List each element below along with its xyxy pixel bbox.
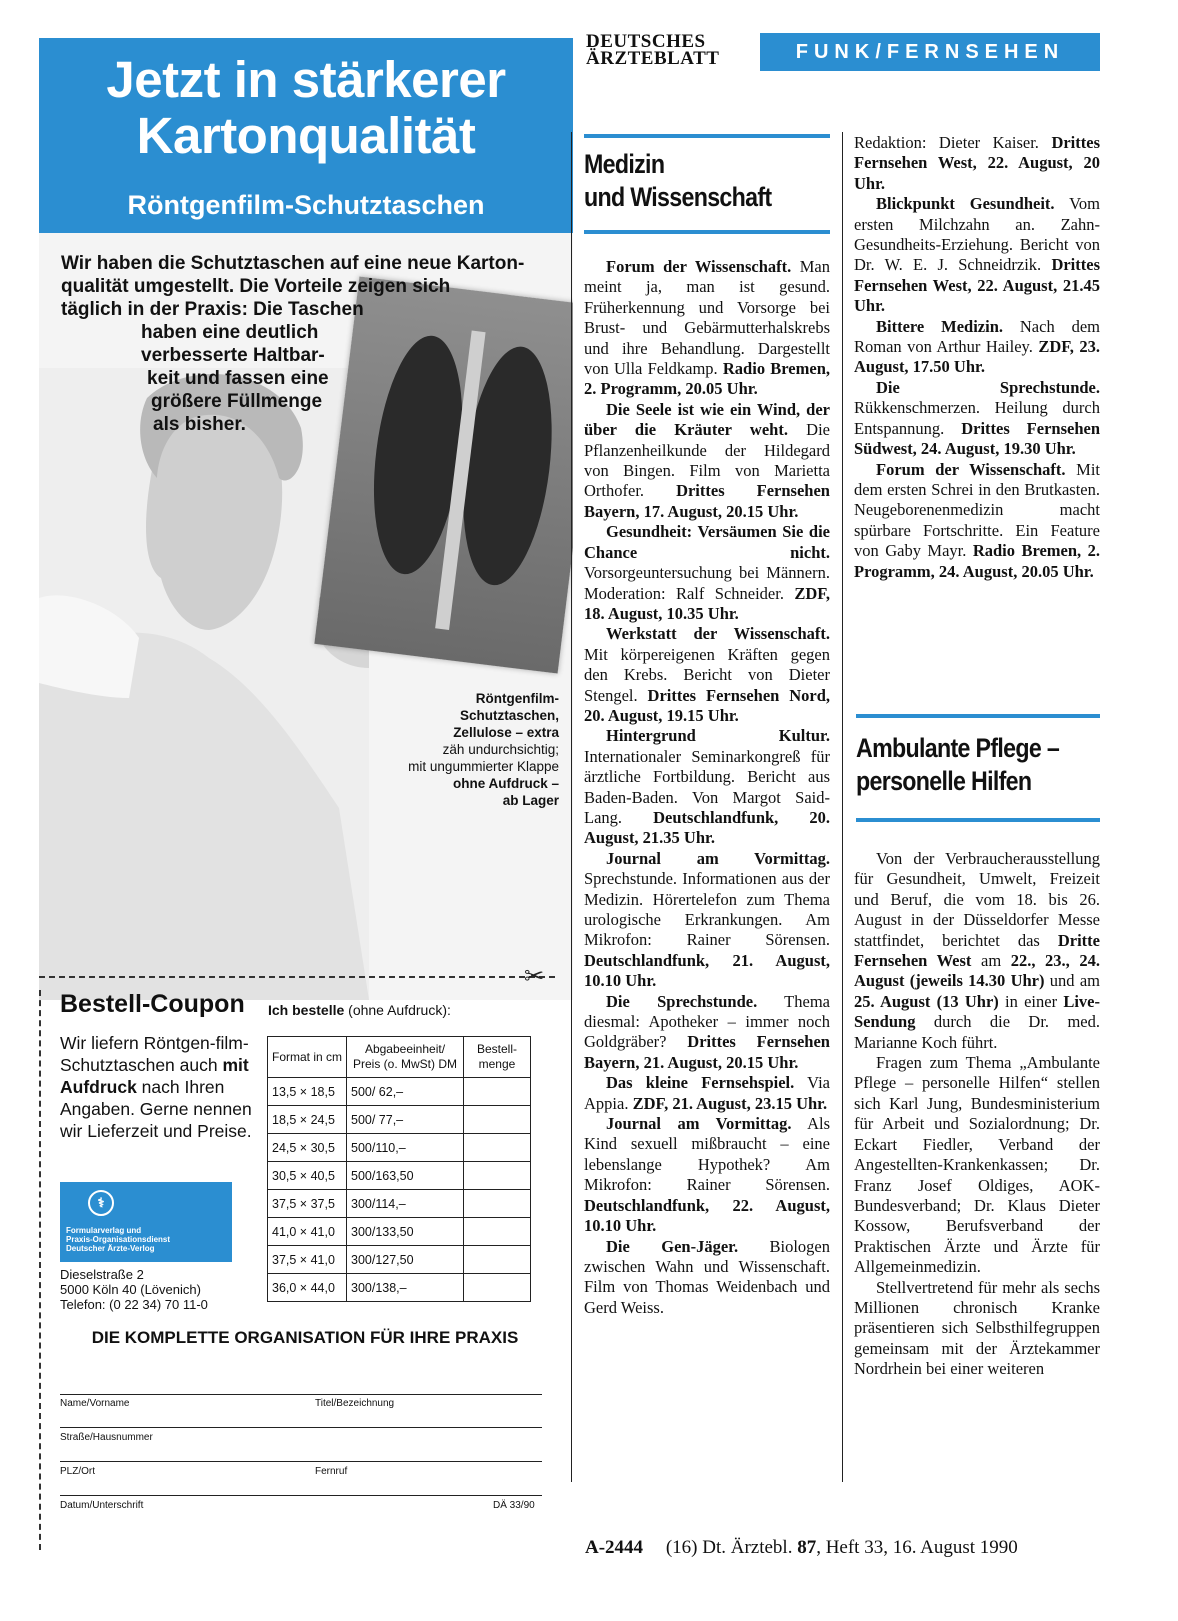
article-paragraph: Stellvertretend für mehr als sechs Millionen chronisch Kranke präsentieren sich Selbsthilfegruppen gemeinsam mit der Ärztekammer Nordrhein bei einer weiteren xyxy=(854,1277,1100,1379)
logo-text xyxy=(66,1226,226,1253)
text-run-bold: Dritte Fernsehen West xyxy=(854,930,1100,971)
name-field[interactable] xyxy=(60,1393,542,1395)
program-schedule: Drittes Fernsehen Bayern, 21. August, 20.15 Uhr. xyxy=(584,1032,830,1072)
quantity-field[interactable] xyxy=(464,1190,531,1218)
program-schedule: Deutschlandfunk, 22. August, 10.10 Uhr. xyxy=(584,1195,830,1236)
ad-text-line: verbesserte Haltbar- xyxy=(141,345,325,366)
name-label: Name/Vorname xyxy=(60,1398,130,1409)
program-schedule: Deutschlandfunk, 21. August, 10.10 Uhr. xyxy=(584,950,830,991)
quantity-field[interactable] xyxy=(464,1078,531,1106)
publisher-address xyxy=(60,1267,208,1312)
coupon-description xyxy=(60,1032,260,1142)
program-title: Blickpunkt Gesundheit. xyxy=(876,194,1055,214)
price-cell: 500/110,– xyxy=(347,1134,464,1162)
format-cell: 18,5 × 24,5 xyxy=(268,1106,347,1134)
ad-headline xyxy=(39,52,573,164)
publication-line1: DEUTSCHES xyxy=(586,31,706,52)
program-title: Gesundheit: Versäumen Sie die Chance nicht. xyxy=(584,522,830,562)
logo-line: Deutscher Ärzte-Verlog xyxy=(66,1244,155,1253)
coupon-code: DÄ 33/90 xyxy=(493,1500,535,1511)
table-row xyxy=(268,1274,531,1302)
street-label: Straße/Hausnummer xyxy=(60,1432,153,1443)
program-schedule: ZDF, 18. August, 10.35 Uhr. xyxy=(584,583,830,623)
text-run: durch die Dr. med. Marianne Koch führt. xyxy=(854,1012,1100,1052)
heading-bar-top xyxy=(856,714,1100,718)
logo-line: Praxis-Organisationsdienst xyxy=(66,1235,171,1244)
program-schedule: Drittes Fernsehen West, 22. August, 20 Uhr. xyxy=(854,133,1100,193)
program-desc: Vom ersten Milchzahn an. Zahn-Gesundheits-Erziehung. Bericht von Dr. W. E. J. Schneidrzik. xyxy=(854,194,1101,275)
publisher-logo xyxy=(60,1182,232,1262)
program-desc: Biologen zwischen Wahn und Wissenschaft. Film von Thomas Weidenbach und Gerd Weiss. xyxy=(584,1236,830,1317)
heading-line: Ambulante Pflege – xyxy=(856,733,1060,763)
program-item xyxy=(584,849,830,992)
format-cell: 41,0 × 41,0 xyxy=(268,1218,347,1246)
text-run-bold: 22., 23., 24. August (jeweils 14.30 Uhr) xyxy=(854,951,1100,991)
program-desc: Nach dem Roman von Arthur Hailey. xyxy=(854,316,1100,357)
program-desc: Via Appia. xyxy=(584,1073,830,1113)
column-rule xyxy=(842,132,843,1482)
text-run-bold: Live-Sendung xyxy=(854,991,1100,1032)
table-header: Format in cm xyxy=(268,1037,347,1078)
scissors-icon: ✂ xyxy=(524,962,545,990)
price-cell: 300/114,– xyxy=(347,1190,464,1218)
citation-post: , Heft 33, 16. August 1990 xyxy=(816,1537,1018,1558)
ad-headline-line2: Kartonqualität xyxy=(136,107,476,164)
program-item xyxy=(584,992,830,1074)
program-desc: Internationaler Seminarkongreß für ärztliche Fortbildung. Bericht aus Baden-Baden. Von Margot Said-Lang. xyxy=(584,746,830,827)
article-pflege xyxy=(854,849,1100,1380)
cut-line xyxy=(39,976,555,978)
ad-text-line: Wir haben die Schutztaschen auf eine neue Karton- xyxy=(61,253,525,274)
program-desc: Thema diesmal: Apotheker – immer noch Goldgräber? xyxy=(584,991,830,1052)
quantity-field[interactable] xyxy=(464,1162,531,1190)
program-desc: Die Pflanzenheilkunde der Hildegard von Bingen. Film von Marietta Orthofer. xyxy=(584,420,831,501)
quantity-field[interactable] xyxy=(464,1246,531,1274)
format-cell: 24,5 × 30,5 xyxy=(268,1134,347,1162)
program-title: Forum der Wissenschaft. xyxy=(606,257,792,276)
program-desc: Mit dem ersten Schrei in den Brutkasten. Neugeborenenmedizin macht spürbare Fortschritte. Ein Feature von Gaby Mayr. xyxy=(854,459,1101,561)
quantity-field[interactable] xyxy=(464,1134,531,1162)
program-schedule: Radio Bremen, 2. Programm, 20.05 Uhr. xyxy=(584,359,830,399)
price-cell: 300/138,– xyxy=(347,1274,464,1302)
caption-line: ab Lager xyxy=(502,793,559,808)
program-item xyxy=(854,378,1100,460)
coupon-order-label xyxy=(268,1002,451,1018)
text-run-bold: 25. August (13 Uhr) xyxy=(854,991,999,1011)
price-cell: 300/133,50 xyxy=(347,1218,464,1246)
program-title: Die Sprechstunde. xyxy=(606,991,758,1011)
ad-text-line: qualität umgestellt. Die Vorteile zeigen sich xyxy=(61,276,451,297)
program-desc: Vorsorgeuntersuchung bei Männern. Moderation: Ralf Schneider. xyxy=(584,563,830,603)
format-cell: 37,5 × 41,0 xyxy=(268,1246,347,1274)
article-paragraph xyxy=(854,849,1100,1053)
ad-text-line: als bisher. xyxy=(153,414,246,435)
heading-line: und Wissenschaft xyxy=(584,182,772,212)
doctor-photo xyxy=(39,368,369,1000)
program-list-column1 xyxy=(584,257,830,1318)
publication-line2: ÄRZTEBLATT xyxy=(586,48,720,69)
caption-line: Zellulose – extra xyxy=(453,725,559,740)
program-schedule: Deutschlandfunk, 20. August, 21.35 Uhr. xyxy=(584,807,831,848)
table-header: Bestell-menge xyxy=(464,1037,531,1078)
table-row xyxy=(268,1134,531,1162)
table-row xyxy=(268,1078,531,1106)
address-line: Telefon: (0 22 34) 70 11-0 xyxy=(60,1297,208,1312)
program-title: Journal am Vormittag. xyxy=(606,848,830,868)
program-schedule: Drittes Fernsehen West, 22. August, 21.45 Uhr. xyxy=(854,255,1100,316)
logo-line: Formularverlag und xyxy=(66,1226,142,1235)
program-item xyxy=(584,400,830,522)
program-item xyxy=(854,460,1100,582)
section-tab: FUNK/FERNSEHEN xyxy=(760,33,1100,71)
program-item-continued xyxy=(854,133,1100,194)
signature-field[interactable] xyxy=(60,1494,542,1496)
program-item xyxy=(854,317,1100,378)
heading-bar-bottom xyxy=(856,818,1100,822)
heading-line: Medizin xyxy=(584,149,665,179)
program-desc: Redaktion: Dieter Kaiser. xyxy=(854,133,1052,152)
caduceus-icon: ⚕ xyxy=(88,1190,114,1216)
caption-line: mit ungummierter Klappe xyxy=(408,759,559,774)
program-title: Bittere Medizin. xyxy=(876,316,1003,336)
caption-line: ohne Aufdruck – xyxy=(452,776,559,791)
program-schedule: ZDF, 21. August, 23.15 Uhr. xyxy=(632,1093,828,1113)
quantity-field[interactable] xyxy=(464,1106,531,1134)
text-run: und am xyxy=(1044,971,1100,991)
citation-pre: (16) Dt. Ärztebl. xyxy=(665,1537,798,1558)
program-item xyxy=(584,1237,830,1319)
caption-line: zäh undurchsichtig; xyxy=(442,742,559,757)
section-heading-pflege xyxy=(856,732,1059,798)
price-cell: 500/163,50 xyxy=(347,1162,464,1190)
phone-label: Fernruf xyxy=(315,1466,348,1477)
table-header-row xyxy=(268,1037,531,1078)
program-schedule: ZDF, 23. August, 17.50 Uhr. xyxy=(854,337,1100,377)
program-item xyxy=(584,624,830,726)
desc-bold: mit Aufdruck xyxy=(60,1055,249,1097)
program-item xyxy=(854,194,1100,316)
city-field[interactable] xyxy=(60,1460,542,1462)
desc-pre: Wir liefern Röntgen-film-Schutztaschen auch xyxy=(60,1033,249,1075)
program-title: Die Sprechstunde. xyxy=(876,377,1100,397)
ad-headline-line1: Jetzt in stärkerer xyxy=(106,51,506,108)
program-list-column2 xyxy=(854,133,1100,582)
price-cell: 500/ 62,– xyxy=(347,1078,464,1106)
coupon-title: Bestell-Coupon xyxy=(60,990,245,1018)
program-title: Die Gen-Jäger. xyxy=(606,1236,739,1256)
table-header: Abgabeeinheit/ Preis (o. MwSt) DM xyxy=(347,1037,464,1078)
article-paragraph: Fragen zum Thema „Ambulante Pflege – personelle Hilfen“ stellen sich Karl Jung, Bundesministerium für Arbeit und Sozialordnung; Dr. Eckart Fiedler, Verband der Angestellten-Krankenkassen; Dr. Franz Josef Oldiges, AOK-Bundesverband; Dr. Klaus Dieter Kossow, Berufsverband der Praktischen Ärzte und Ärzte für Allgemeinmedizin. xyxy=(854,1053,1100,1277)
ad-text-line: haben eine deutlich xyxy=(141,322,319,343)
program-item xyxy=(584,257,830,400)
program-title: Forum der Wissenschaft. xyxy=(876,459,1066,479)
table-row xyxy=(268,1190,531,1218)
program-desc: Als Kind sexuell mißbraucht – eine lebenslange Hypothek? Am Mikrofon: Rainer Sörensen. xyxy=(584,1114,830,1195)
section-heading-medizin xyxy=(584,148,771,214)
publication-name xyxy=(586,33,756,67)
price-cell: 500/ 77,– xyxy=(347,1106,464,1134)
address-line: 5000 Köln 40 (Lövenich) xyxy=(60,1282,201,1297)
price-cell: 300/127,50 xyxy=(347,1246,464,1274)
order-prefix: Ich bestelle xyxy=(268,1002,345,1018)
program-desc: Rükkenschmerzen. Heilung durch Entspannung. xyxy=(854,398,1100,438)
format-cell: 13,5 × 18,5 xyxy=(268,1078,347,1106)
format-cell: 37,5 × 37,5 xyxy=(268,1190,347,1218)
street-field[interactable] xyxy=(60,1426,542,1428)
table-row xyxy=(268,1218,531,1246)
table-row xyxy=(268,1106,531,1134)
program-title: Die Seele ist wie ein Wind, der über die Kräuter weht. xyxy=(584,399,830,440)
program-title: Werkstatt der Wissenschaft. xyxy=(606,624,830,644)
ad-product-caption xyxy=(369,690,559,809)
quantity-field[interactable] xyxy=(464,1274,531,1302)
column-rule xyxy=(571,132,572,1482)
order-table xyxy=(267,1036,531,1302)
page-footer xyxy=(585,1537,1105,1559)
heading-bar-top xyxy=(584,134,830,138)
program-item xyxy=(584,726,830,848)
text-run: Von der Verbraucherausstellung für Gesundheit, Umwelt, Freizeit und Beruf, die vom 18. bis 26. August in der Düsseldorfer Messe stattfindet, berichtet das xyxy=(854,849,1100,950)
ad-body-text xyxy=(61,252,551,436)
order-suffix: (ohne Aufdruck): xyxy=(348,1002,451,1018)
quantity-field[interactable] xyxy=(464,1218,531,1246)
volume-number: 87 xyxy=(797,1537,817,1558)
title-label: Titel/Bezeichnung xyxy=(315,1398,395,1409)
page-number: A-2444 xyxy=(585,1537,644,1558)
address-line: Dieselstraße 2 xyxy=(60,1267,144,1282)
program-schedule: Drittes Fernsehen Südwest, 24. August, 19.30 Uhr. xyxy=(854,418,1100,459)
caption-line: Röntgenfilm- xyxy=(475,691,559,706)
table-row xyxy=(268,1246,531,1274)
program-schedule: Radio Bremen, 2. Programm, 24. August, 20.05 Uhr. xyxy=(854,541,1100,581)
ad-text-line: keit und fassen eine xyxy=(147,368,329,389)
text-run: in einer xyxy=(998,991,1064,1011)
program-item xyxy=(584,522,830,624)
ad-text-line: täglich in der Praxis: Die Taschen xyxy=(61,299,364,320)
program-title: Hintergrund Kultur. xyxy=(606,726,830,746)
table-row xyxy=(268,1162,531,1190)
caption-line: Schutztaschen, xyxy=(459,708,559,723)
date-label: Datum/Unterschrift xyxy=(60,1500,144,1511)
program-desc: Mit körpereigenen Kräften gegen den Krebs. Bericht von Dieter Stengel. xyxy=(584,644,830,705)
heading-line: personelle Hilfen xyxy=(856,766,1032,796)
program-schedule: Drittes Fernsehen Nord, 20. August, 19.15 Uhr. xyxy=(584,685,831,725)
program-schedule: Drittes Fernsehen Bayern, 17. August, 20.15 Uhr. xyxy=(584,481,830,521)
program-item xyxy=(584,1114,830,1236)
heading-bar-bottom xyxy=(584,230,830,234)
format-cell: 36,0 × 44,0 xyxy=(268,1274,347,1302)
format-cell: 30,5 × 40,5 xyxy=(268,1162,347,1190)
coupon-slogan: DIE KOMPLETTE ORGANISATION FÜR IHRE PRAXIS xyxy=(91,1328,519,1347)
text-run: am xyxy=(971,951,1011,971)
city-label: PLZ/Ort xyxy=(60,1466,96,1477)
ad-subhead: Röntgenfilm-Schutztaschen xyxy=(127,190,485,220)
ad-banner xyxy=(39,38,573,233)
program-desc: Man meint ja, man ist gesund. Früherkennung und Vorsorge bei Brust- und Gebärmutterhalskrebs und ihre Behandlung. Dargestellt von Ulla Feldkamp. xyxy=(584,257,831,379)
program-title: Journal am Vormittag. xyxy=(606,1114,792,1134)
program-item xyxy=(584,1073,830,1114)
desc-post: nach Ihren Angaben. Gerne nennen wir Lieferzeit und Preise. xyxy=(60,1077,252,1141)
coupon-cut-edge xyxy=(39,990,41,1550)
advertisement xyxy=(39,38,573,1000)
ad-text-line: größere Füllmenge xyxy=(151,391,323,412)
program-desc: Sprechstunde. Informationen aus der Medizin. Hörertelefon zum Thema urologische Erkrankungen. Am Mikrofon: Rainer Sörensen. xyxy=(584,869,830,950)
program-title: Das kleine Fernsehspiel. xyxy=(606,1073,795,1093)
